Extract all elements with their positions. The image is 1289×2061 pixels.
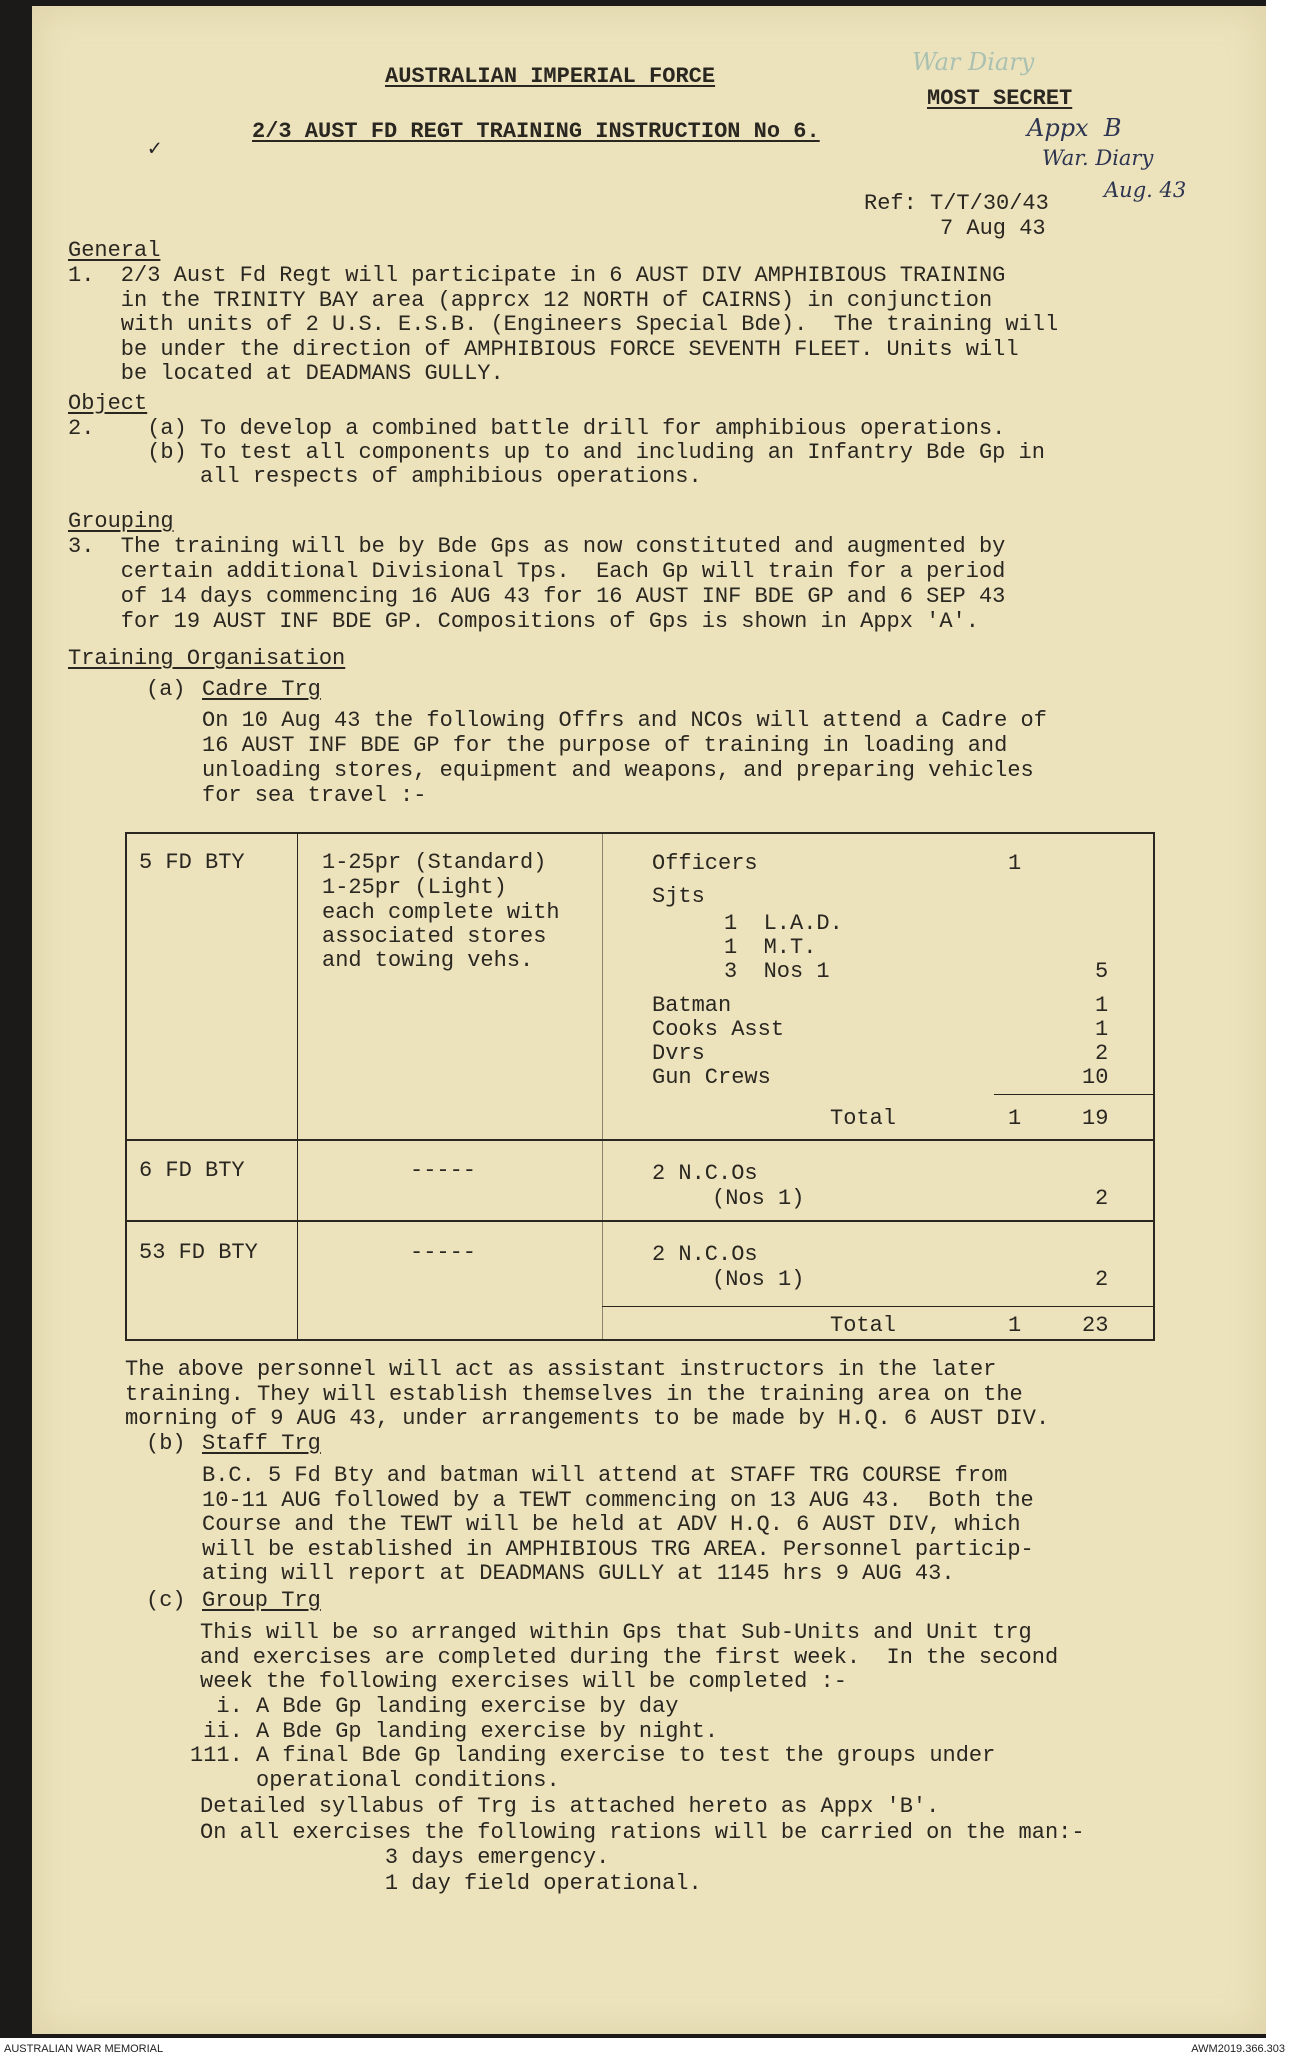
text-line: 1. 2/3 Aust Fd Regt will participate in 6 AUST DIV AMPHIBIOUS TRAINING — [68, 263, 1006, 288]
nco-label: 2 N.C.Os — [652, 1161, 758, 1186]
equipment-none: ----- — [410, 1158, 477, 1183]
officers-label: Officers — [652, 851, 758, 876]
text-line: This will be so arranged within Gps that Sub-Units and Unit trg — [200, 1620, 1032, 1645]
subsection-heading-staff: Staff Trg — [202, 1431, 321, 1456]
table-unit-53-fd-bty: 53 FD BTY — [139, 1240, 258, 1265]
text-line: 16 AUST INF BDE GP for the purpose of training in loading and — [202, 733, 1008, 758]
section-heading-general: General — [68, 238, 161, 263]
table-border-left — [125, 832, 127, 1341]
document-page — [32, 6, 1266, 2034]
text-line: 3. The training will be by Bde Gps as now constituted and augmented by — [68, 534, 1006, 559]
document-subtitle: 2/3 AUST FD REGT TRAINING INSTRUCTION No 6. — [252, 119, 820, 144]
text-line: 111. A final Bde Gp landing exercise to test the groups under — [190, 1743, 996, 1768]
faint-stamp-text: War Diary — [912, 48, 1035, 76]
subsection-heading-cadre: Cadre Trg — [202, 677, 321, 702]
nco-value: 2 — [1095, 1267, 1109, 1292]
personnel-value: 1 — [1095, 1017, 1109, 1042]
text-line: Course and the TEWT will be held at ADV H.Q. 6 AUST DIV, which — [202, 1512, 1021, 1537]
equipment-line: each complete with — [322, 900, 560, 925]
personnel-label: Gun Crews — [652, 1065, 771, 1090]
grand-total-other-ranks: 23 — [1082, 1313, 1109, 1338]
text-line: be under the direction of AMPHIBIOUS FORCE SEVENTH FLEET. Units will — [68, 336, 1019, 362]
handwritten-war-diary-note: War. Diary — [1042, 146, 1154, 170]
text-line: ating will report at DEADMANS GULLY at 1145 hrs 9 AUG 43. — [202, 1561, 955, 1586]
nco-value: 2 — [1095, 1186, 1109, 1211]
footer-institution: AUSTRALIAN WAR MEMORIAL — [4, 2043, 164, 2055]
sjts-item: 1 M.T. — [724, 935, 817, 960]
nco-label: 2 N.C.Os — [652, 1242, 758, 1267]
subtotal-label: Total — [830, 1106, 897, 1131]
table-row-divider-2 — [125, 1220, 1155, 1222]
text-line: On 10 Aug 43 the following Offrs and NCOs will attend a Cadre of — [202, 708, 1047, 733]
officers-value: 1 — [1008, 851, 1022, 876]
text-line: be located at DEADMANS GULLY. — [68, 361, 504, 386]
document-date: 7 Aug 43 — [940, 216, 1046, 241]
text-line: 2. (a) To develop a combined battle drill for amphibious operations. — [68, 416, 1006, 441]
handwritten-date-note: Aug. 43 — [1104, 178, 1187, 202]
equipment-none: ----- — [410, 1240, 477, 1265]
text-line: morning of 9 AUG 43, under arrangements to be made by H.Q. 6 AUST DIV. — [125, 1406, 1050, 1431]
personnel-label: Dvrs — [652, 1041, 705, 1066]
grand-total-officers: 1 — [1008, 1313, 1022, 1338]
grand-total-rule — [602, 1306, 1154, 1307]
sjts-item: 3 Nos 1 — [724, 959, 830, 984]
text-line: (b) To test all components up to and including an Infantry Bde Gp in — [68, 440, 1045, 465]
grand-total-label: Total — [830, 1313, 897, 1338]
nco-detail: (Nos 1) — [712, 1267, 805, 1292]
text-line: week the following exercises will be completed :- — [200, 1669, 847, 1694]
text-line: for sea travel :- — [202, 783, 427, 808]
text-line: of 14 days commencing 16 AUG 43 for 16 AUST INF BDE GP and 6 SEP 43 — [68, 584, 1006, 609]
sjts-label: Sjts — [652, 884, 705, 909]
table-divider-col2 — [602, 832, 603, 1341]
text-line: and exercises are completed during the first week. In the second — [200, 1644, 1059, 1670]
subsection-label-a: (a) — [146, 677, 186, 702]
handwritten-appendix-note: Appx B — [1027, 114, 1122, 142]
personnel-value: 10 — [1082, 1065, 1109, 1090]
text-line: certain additional Divisional Tps. Each Gp will train for a period — [68, 559, 1006, 584]
table-unit-6-fd-bty: 6 FD BTY — [139, 1158, 245, 1183]
text-line: On all exercises the following rations will be carried on the man:- — [200, 1819, 1085, 1845]
text-line: i. A Bde Gp landing exercise by day — [190, 1694, 679, 1719]
equipment-line: 1-25pr (Light) — [322, 875, 507, 900]
text-line: ii. A Bde Gp landing exercise by night. — [190, 1718, 719, 1744]
subtotal-rule — [602, 1139, 1154, 1140]
text-line: 10-11 AUG followed by a TEWT commencing on 13 AUG 43. Both the — [202, 1487, 1034, 1513]
equipment-line: and towing vehs. — [322, 948, 534, 973]
section-heading-grouping: Grouping — [68, 509, 174, 534]
personnel-value: 1 — [1095, 993, 1109, 1018]
text-line: for 19 AUST INF BDE GP. Compositions of Gps is shown in Appx 'A'. — [68, 609, 979, 634]
personnel-label: Batman — [652, 993, 732, 1018]
text-line: training. They will establish themselves in the training area on the — [125, 1381, 1023, 1407]
text-line: unloading stores, equipment and weapons, and preparing vehicles — [202, 758, 1034, 783]
subtotal-rule-top — [994, 1094, 1154, 1095]
text-line: will be established in AMPHIBIOUS TRG AREA. Personnel particip- — [202, 1536, 1034, 1562]
text-line: in the TRINITY BAY area (apprcx 12 NORTH of CAIRNS) in conjunction — [68, 287, 993, 313]
text-line: Detailed syllabus of Trg is attached hereto as Appx 'B'. — [200, 1794, 940, 1819]
subsection-label-c: (c) — [146, 1588, 186, 1613]
personnel-value: 2 — [1095, 1041, 1109, 1066]
subsection-heading-group: Group Trg — [202, 1588, 321, 1613]
text-line: 3 days emergency. — [200, 1845, 610, 1870]
section-heading-training: Training Organisation — [68, 646, 346, 671]
equipment-line: 1-25pr (Standard) — [322, 850, 547, 875]
equipment-line: associated stores — [322, 924, 547, 949]
table-border-bottom — [125, 1339, 1155, 1341]
document-title: AUSTRALIAN IMPERIAL FORCE — [385, 64, 716, 89]
text-line: 1 day field operational. — [200, 1870, 702, 1896]
table-border-top — [125, 832, 1155, 834]
footer-accession-number: AWM2019.366.303 — [1191, 2043, 1285, 2055]
subtotal-officers: 1 — [1008, 1106, 1022, 1131]
table-border-right — [1153, 832, 1155, 1341]
section-heading-object: Object — [68, 391, 148, 416]
sjts-item: 1 L.A.D. — [724, 911, 843, 936]
text-line: B.C. 5 Fd Bty and batman will attend at STAFF TRG COURSE from — [202, 1463, 1008, 1488]
reference-number: Ref: T/T/30/43 — [864, 191, 1049, 216]
personnel-label: Cooks Asst — [652, 1017, 785, 1042]
table-divider-col1 — [297, 832, 298, 1341]
text-line: all respects of amphibious operations. — [68, 464, 702, 489]
subsection-label-b: (b) — [146, 1431, 186, 1456]
classification-label: MOST SECRET — [927, 86, 1073, 111]
sjts-value: 5 — [1095, 959, 1109, 984]
text-line: operational conditions. — [190, 1767, 560, 1793]
subtotal-other-ranks: 19 — [1082, 1106, 1109, 1131]
table-unit-5-fd-bty: 5 FD BTY — [139, 850, 245, 875]
handwritten-tick-mark: ✓ — [148, 137, 162, 162]
text-line: with units of 2 U.S. E.S.B. (Engineers Special Bde). The training will — [68, 312, 1059, 337]
text-line: The above personnel will act as assistant instructors in the later — [125, 1357, 997, 1382]
nco-detail: (Nos 1) — [712, 1186, 805, 1211]
